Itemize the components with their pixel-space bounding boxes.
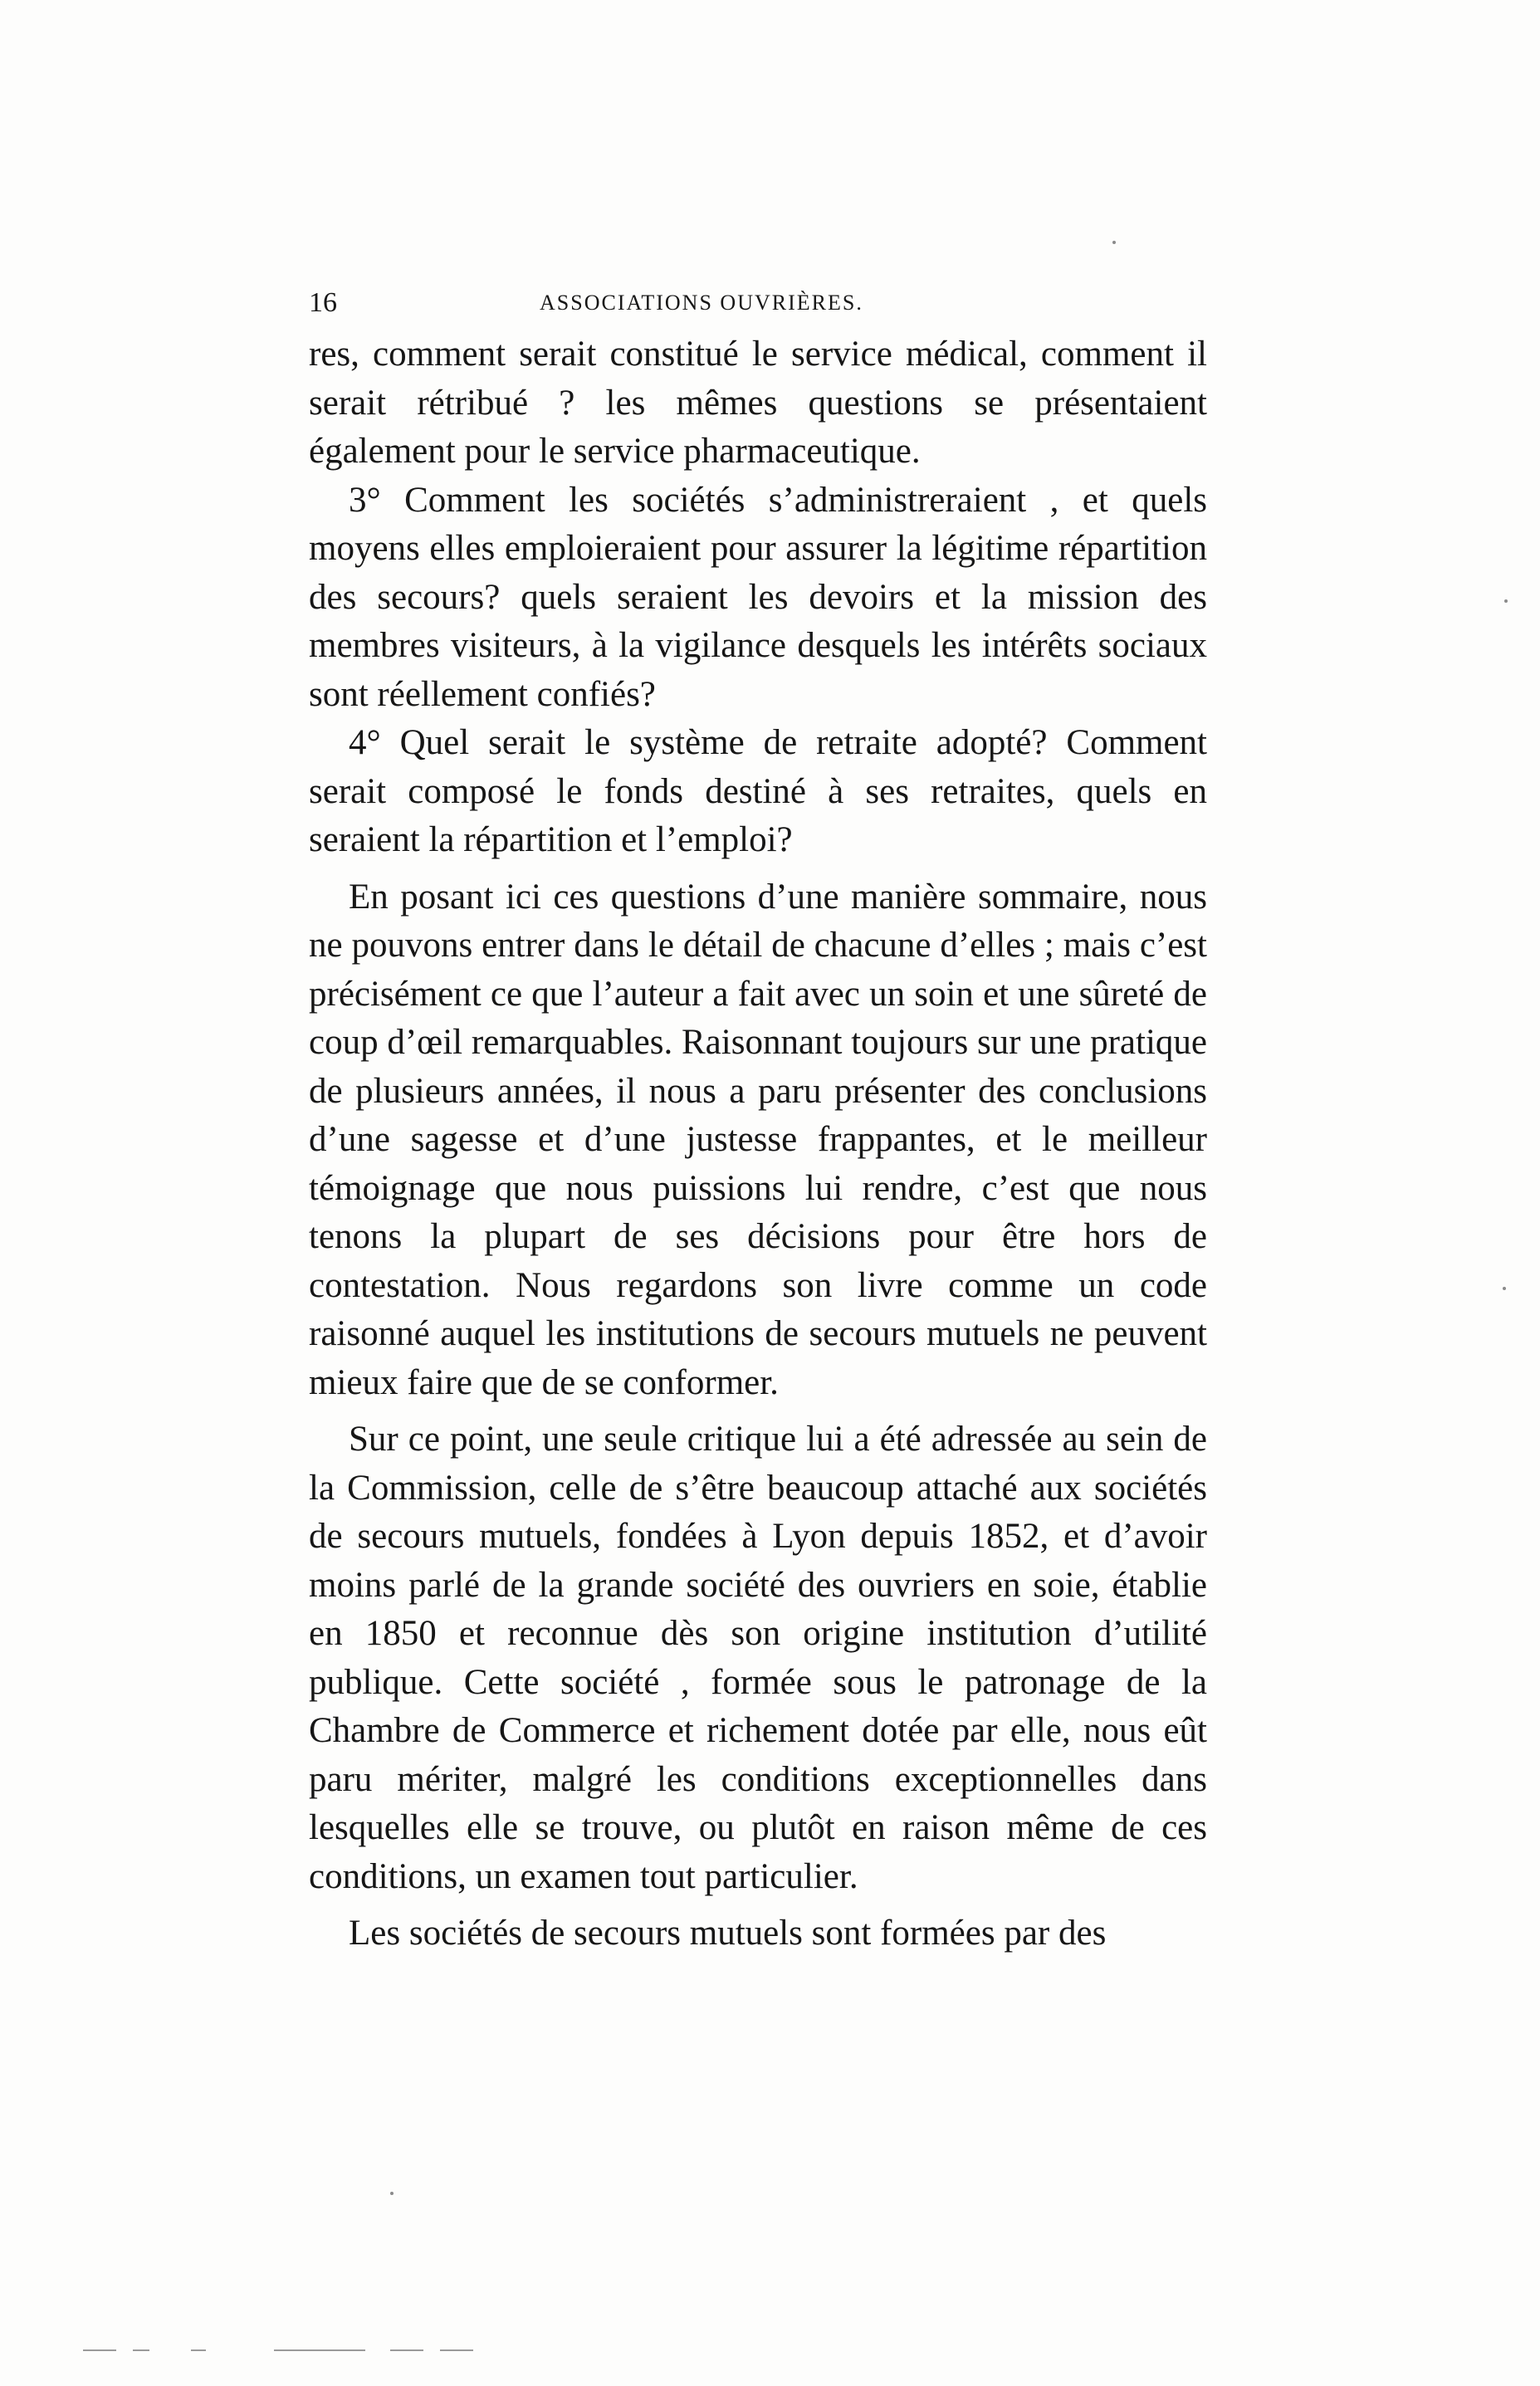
scan-mark xyxy=(390,2349,423,2351)
scan-mark xyxy=(133,2349,149,2351)
scan-edge-marks xyxy=(83,2349,515,2354)
paragraph-question-4: 4° Quel serait le système de retraite adopté? Comment serait composé le fonds destiné à ses retraites, quels en seraient la répartition et l’emploi? xyxy=(309,723,1207,859)
page-number: 16 xyxy=(309,287,337,318)
running-title: ASSOCIATIONS OUVRIÈRES. xyxy=(540,291,863,315)
paragraph-summary: En posant ici ces questions d’une manière sommaire, nous ne pouvons entrer dans le détail de chacune d’elles ; mais c’est précisément ce que l’auteur a fait avec un soin et une sûreté de coup d’œil remarquables. Raisonnant toujours sur une pratique de plusieurs années, il nous a paru présenter des conclusions d’une sagesse et d’une justesse frappantes, et le meilleur témoignage que nous puissions lui rendre, c’est que nous tenons la plupart de ses décisions pour être hors de contestation. Nous regardons son livre comme un code raisonné auquel les institutions de secours mutuels ne peuvent mieux faire que de se conformer. xyxy=(309,877,1207,1402)
paragraph-question-3: 3° Comment les sociétés s’administreraient , et quels moyens elles emploieraient pour assurer la légitime répartition des secours? quels seraient les devoirs et la mission des membres visiteurs, à la vigilance desquels les intérêts sociaux sont réellement confiés? xyxy=(309,480,1207,714)
paragraph-critique: Sur ce point, une seule critique lui a été adressée au sein de la Commission, celle de s’être beaucoup attaché aux sociétés de secours mutuels, fondées à Lyon depuis 1852, et d’avoir moins parlé de la grande société des ouvriers en soie, établie en 1850 et reconnue dès son origine institution d’utilité publique. Cette société , formée sous le patronage de la Chambre de Commerce et richement dotée par elle, nous eût paru mériter, malgré les conditions exceptionnelles dans lesquelles elle se trouve, ou plutôt en raison même de ces conditions, un examen tout particulier. xyxy=(309,1420,1207,1896)
page-body xyxy=(309,330,1207,1958)
paragraph-continuation: res, comment serait constitué le service médical, comment il serait rétribué ? les mêmes questions se présentaient également pour le service pharmaceutique. xyxy=(309,335,1207,471)
scan-mark xyxy=(440,2349,473,2351)
scan-mark xyxy=(274,2349,365,2351)
scan-mark xyxy=(191,2349,206,2351)
scan-speck xyxy=(1503,1287,1506,1290)
page-header xyxy=(309,282,1207,324)
scan-speck xyxy=(1112,241,1116,244)
scan-speck xyxy=(1504,599,1508,603)
scan-mark xyxy=(83,2349,116,2351)
paragraph-closing: Les sociétés de secours mutuels sont formées par des xyxy=(349,1914,1107,1953)
scan-speck xyxy=(390,2192,394,2195)
